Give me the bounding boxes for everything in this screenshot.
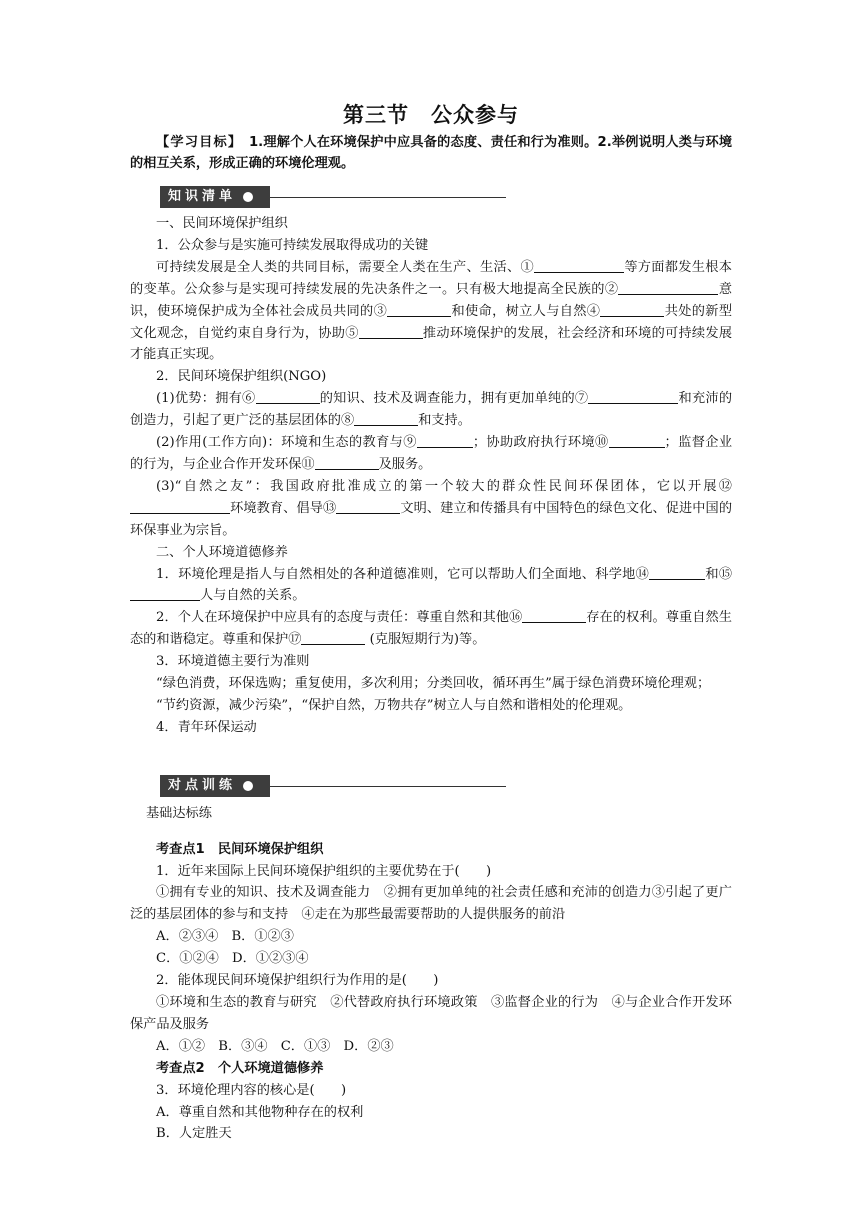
section-name: 公众参与: [431, 103, 519, 127]
goal-tag: 【学习目标】: [156, 135, 236, 150]
banner-label: 知识清单: [160, 186, 270, 208]
blank-7[interactable]: [588, 389, 678, 404]
section-title: [130, 100, 732, 130]
blank-1[interactable]: [534, 258, 624, 273]
paragraph-green-consumption: “绿色消费，环保选购；重复使用，多次利用；分类回收，循环再生”属于绿色消费环境伦理观；: [156, 676, 711, 692]
level-label: 基础达标练: [146, 805, 212, 821]
paragraph-sustainable: 可持续发展是全人类的共同目标，需要全人类在生产、生活、① 等方面都发生根本的变革。公众参与是实现可持续发展的先决条件之一。只有极大地提高全民族的② 意识，使环境保护成为全体社会成员共同的③ 和使命，树立人与自然④ 共处的新型文化观念，自觉约束自身行为，协助⑤ 推动环境保护的发展，社会经济和环境的可持续发展才能真正实现。: [130, 259, 733, 363]
paragraph-friends-of-nature: (3)“自然之友”：我国政府批准成立的第一个较大的群众性民间环保团体，它以开展⑫环境教育、倡导⑬ 文明、建立和传播具有中国特色的绿色文化、促进中国的环保事业为宗旨。: [130, 478, 733, 538]
blank-17[interactable]: [301, 630, 365, 645]
question-3-option-b[interactable]: B．人定胜天: [156, 1126, 232, 1142]
blank-10[interactable]: [609, 433, 665, 448]
subheading-public-participation: 1．公众参与是实施可持续发展取得成功的关键: [156, 237, 429, 253]
blank-8[interactable]: [354, 411, 418, 426]
question-1: 1．近年来国际上民间环境保护组织的主要优势在于( ): [156, 863, 492, 879]
blank-5[interactable]: [359, 324, 423, 339]
knowledge-list-banner: [130, 186, 732, 208]
heading-personal-ethics: 二、个人环境道德修养: [156, 544, 288, 560]
blank-11[interactable]: [315, 455, 379, 470]
blank-3[interactable]: [387, 302, 451, 317]
paragraph-attitude: 2．个人在环境保护中应具有的态度与责任：尊重自然和其他⑯ 存在的权利。尊重自然生态的和谐稳定。尊重和保护⑰ (克服短期行为)等。: [130, 610, 732, 648]
paragraph-advantages: (1)优势：拥有⑥ 的知识、技术及调查能力，拥有更加单纯的⑦ 和充沛的创造力，引起了更广泛的基层团体的⑧ 和支持。: [130, 391, 733, 429]
question-1-statements: ①拥有专业的知识、技术及调查能力 ②拥有更加单纯的社会责任感和充沛的创造力③引起了更广泛的基层团体的参与和支持 ④走在为那些最需要帮助的人提供服务的前沿: [130, 885, 732, 923]
document-page: [130, 100, 732, 1145]
subheading-ngo: 2．民间环境保护组织(NGO): [156, 369, 327, 385]
question-2: 2．能体现民间环境保护组织行为作用的是( ): [156, 973, 439, 989]
blank-14[interactable]: [649, 565, 705, 580]
blank-13[interactable]: [336, 499, 400, 514]
blank-12[interactable]: [130, 499, 230, 514]
banner-label: 对点训练: [160, 775, 270, 797]
goal-text: 1.理解个人在环境保护中应具备的态度、责任和行为准则。2.举例说明人类与环境的相互关系，形成正确的环境伦理观。: [130, 135, 733, 171]
blank-4[interactable]: [600, 302, 664, 317]
question-3-option-a[interactable]: A．尊重自然和其他物种存在的权利: [156, 1104, 364, 1120]
subheading-youth-movement: 4．青年环保运动: [156, 719, 257, 735]
banner-rule: [270, 786, 506, 787]
blank-16[interactable]: [522, 608, 586, 623]
question-1-options-ab[interactable]: A．②③④ B．①②③: [156, 929, 294, 945]
banner-dot-icon: [243, 781, 253, 791]
learning-goals: [130, 132, 732, 174]
blank-6[interactable]: [256, 389, 320, 404]
paragraph-ethics-definition: 1．环境伦理是指人与自然相处的各种道德准则，它可以帮助人们全面地、科学地⑭ 和⑮人与自然的关系。: [130, 564, 732, 608]
question-1-options-cd[interactable]: C．①②④ D．①②③④: [156, 951, 309, 967]
practice-banner: [130, 775, 732, 797]
subheading-code-of-conduct: 3．环境道德主要行为准则: [156, 654, 310, 670]
question-2-statements: ①环境和生态的教育与研究 ②代替政府执行环境政策 ③监督企业的行为 ④与企业合作开发环保产品及服务: [130, 995, 732, 1032]
checkpoint-1: 考查点1 民间环境保护组织: [156, 841, 324, 857]
blank-2[interactable]: [618, 280, 718, 295]
checkpoint-2: 考查点2 个人环境道德修养: [156, 1060, 324, 1076]
paragraph-harmony: “节约资源，减少污染”，“保护自然，万物共存”树立人与自然和谐相处的伦理观。: [156, 697, 632, 713]
banner-dot-icon: [243, 192, 253, 202]
question-3: 3．环境伦理内容的核心是( ): [156, 1082, 347, 1098]
blank-9[interactable]: [417, 433, 473, 448]
heading-ngo: 一、民间环境保护组织: [156, 216, 288, 231]
blank-15[interactable]: [130, 586, 200, 601]
paragraph-functions: (2)作用(工作方向)：环境和生态的教育与⑨ ；协助政府执行环境⑩ ；监督企业的行为，与企业合作开发环保⑪ 及服务。: [130, 435, 733, 472]
section-number: 第三节: [343, 103, 409, 127]
question-2-options[interactable]: A．①② B．③④ C．①③ D．②③: [156, 1038, 394, 1054]
banner-rule: [270, 197, 506, 198]
